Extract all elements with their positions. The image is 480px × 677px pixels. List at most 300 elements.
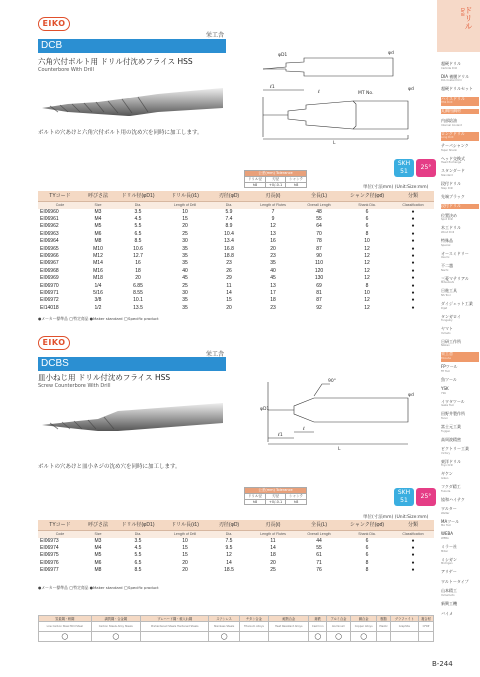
- column-header: 呼びさ法: [82, 520, 114, 530]
- column-header-en: Size: [82, 530, 114, 538]
- table-cell: 18: [270, 552, 276, 559]
- side-index-item[interactable]: [441, 204, 479, 209]
- table-cell: 69: [316, 282, 322, 289]
- side-index-label: 富士元工業: [441, 424, 461, 429]
- table-row: [38, 275, 434, 282]
- table-cell: 6: [365, 223, 369, 230]
- side-index-item[interactable]: [441, 365, 479, 374]
- side-index-label: イワタツール: [441, 398, 465, 404]
- table-cell: EI06971: [40, 289, 59, 296]
- tol-val: h8: [245, 183, 266, 188]
- side-index-label: 段付ドリル: [441, 203, 461, 209]
- table-cell: M16: [93, 267, 103, 274]
- side-index-label: 山本精工: [441, 588, 457, 594]
- side-index-label-en: Internal Coolant: [441, 123, 462, 127]
- table-cell: EI06964: [40, 238, 59, 245]
- side-index-item[interactable]: [441, 425, 479, 434]
- table-cell: 12.7: [133, 253, 143, 260]
- side-index-item[interactable]: [441, 169, 479, 178]
- side-index-label: 田野井製作所: [441, 411, 465, 417]
- tol-col: ドリル径: [245, 177, 266, 183]
- side-index-label-en: Miller: [441, 549, 449, 553]
- side-index-item[interactable]: [441, 438, 479, 443]
- column-header-en: Shank Dia.: [342, 530, 392, 538]
- table-cell: 92: [316, 304, 322, 311]
- side-index-item[interactable]: [441, 472, 479, 481]
- material-mark: ◯: [350, 632, 377, 642]
- side-index-item[interactable]: [441, 144, 479, 153]
- table-cell: 35: [182, 260, 188, 267]
- table-row: [38, 245, 434, 252]
- side-index-label-en: Giken: [441, 476, 449, 480]
- table-cell: 6.5: [134, 559, 142, 566]
- tol-col: シャンク: [286, 177, 307, 183]
- table-cell: 15: [182, 552, 188, 559]
- table-cell: M12: [93, 253, 103, 260]
- side-index-item[interactable]: [441, 612, 479, 617]
- table-cell: 110: [315, 260, 323, 267]
- table-cell: M8: [94, 238, 102, 245]
- table-cell: 13: [270, 282, 276, 289]
- side-index-label-en: Yamato: [441, 331, 451, 335]
- side-index-header: [437, 0, 480, 52]
- column-header: ドリル長(ℓ1): [162, 520, 208, 530]
- side-index-item[interactable]: [441, 412, 479, 421]
- side-index-item[interactable]: [441, 75, 479, 84]
- side-header-jp: ドリル: [464, 6, 473, 30]
- table-cell: EI06962: [40, 223, 59, 230]
- tolerance-table: [244, 487, 307, 505]
- product-title-jp: 皿小ねじ用 ドリル付沈めフライス HSS: [38, 373, 171, 382]
- table-cell: 30: [182, 238, 188, 245]
- table-cell: 70: [316, 230, 322, 237]
- legend-note: ●メーカー標準品 ◯特定商品 ●Maker standard ◯Specific product: [38, 585, 159, 590]
- table-cell: 16.8: [224, 245, 234, 252]
- side-index-item[interactable]: [441, 570, 479, 575]
- table-cell: ●: [411, 267, 415, 274]
- side-index-item[interactable]: [441, 498, 479, 503]
- tolerance-header: 公差(mm) Tolerance: [245, 171, 307, 177]
- table-cell: 76: [316, 567, 322, 574]
- table-cell: EI06967: [40, 260, 59, 267]
- table-cell: 12: [364, 245, 370, 252]
- table-cell: 14: [270, 545, 276, 552]
- table-cell: 35: [270, 260, 276, 267]
- page-number: B-244: [432, 660, 453, 668]
- side-index-label: 高周波精密: [441, 436, 461, 442]
- column-header-en: Size: [82, 201, 114, 209]
- side-index-label: ミラー社: [441, 544, 457, 549]
- table-row: [38, 238, 434, 245]
- table-cell: 55: [316, 216, 322, 223]
- helix-angle-badge: 25°: [416, 488, 436, 506]
- tol-val: h8: [245, 500, 266, 505]
- table-row: [38, 545, 434, 552]
- side-index-label-en: Spot Drill: [441, 218, 453, 222]
- material-mark: [377, 632, 390, 642]
- side-index-label: 丸鋼用鋼材: [441, 108, 461, 114]
- table-cell: ●: [411, 208, 415, 215]
- table-cell: 7.5: [225, 537, 233, 544]
- product-title-jp: 六角穴付ボルト用 ドリル付沈めフライス HSS: [38, 57, 193, 66]
- material-header: 樹脂: [377, 616, 390, 622]
- table-cell: 12: [270, 223, 276, 230]
- side-index-item[interactable]: [441, 589, 479, 598]
- table-cell: 17: [270, 289, 276, 296]
- table-cell: EI06966: [40, 253, 59, 260]
- side-index-item[interactable]: [441, 302, 479, 311]
- table-cell: 78: [316, 238, 322, 245]
- side-index-item[interactable]: [441, 157, 479, 166]
- tol-val: +0/-0.1: [266, 500, 286, 505]
- table-row: [38, 268, 434, 275]
- table-cell: ●: [411, 223, 415, 230]
- column-header: TYコード: [38, 191, 82, 201]
- side-index-label: 不二越: [441, 263, 453, 269]
- table-cell: ●: [411, 216, 415, 223]
- svg-text:ℓ1: ℓ1: [278, 433, 283, 438]
- table-row: [38, 560, 434, 567]
- side-index-label-en: Fukuda: [441, 489, 451, 493]
- side-index-label: 超硬ドリルセット: [441, 86, 473, 92]
- side-index-item[interactable]: [441, 87, 479, 92]
- eiko-logo: EIKO: [38, 17, 70, 31]
- side-index-label: 特殊品: [441, 238, 453, 243]
- side-index-item[interactable]: [441, 264, 479, 273]
- side-index-label-en: Nikken: [441, 344, 450, 348]
- column-header: 分類: [392, 191, 434, 201]
- table-cell: 29: [226, 275, 232, 282]
- table-cell: EI06970: [40, 282, 59, 289]
- table-cell: 3.5: [134, 208, 142, 215]
- table-cell: ●: [411, 545, 415, 552]
- side-index-label: 超硬ドリル: [441, 61, 461, 66]
- table-row: [38, 290, 434, 297]
- tol-col: 刃径: [266, 177, 286, 183]
- series-title-bar: DCBS: [38, 357, 226, 371]
- table-cell: 18.5: [224, 567, 234, 574]
- side-index-label-en: Fujigen: [441, 429, 451, 433]
- side-index-item[interactable]: [441, 602, 479, 607]
- table-cell: 26: [226, 267, 232, 274]
- table-cell: ●: [411, 567, 415, 574]
- table-cell: 11: [226, 282, 232, 289]
- side-index-item[interactable]: [441, 485, 479, 494]
- side-index-label: YSK: [441, 386, 449, 392]
- table-cell: 13.5: [133, 304, 143, 311]
- table-cell: ●: [411, 537, 415, 544]
- material-header: 調質鋼・合金鋼: [91, 616, 140, 622]
- side-index-label: WEBA: [441, 531, 453, 537]
- side-index-label-en: NS Tool: [441, 293, 451, 297]
- tol-col: 刃径: [266, 494, 286, 500]
- material-header-en: Plastic: [377, 622, 390, 632]
- table-cell: 6: [365, 545, 369, 552]
- svg-text:ℓ: ℓ: [303, 427, 305, 432]
- material-mark: [239, 632, 268, 642]
- material-header-en: Copper Alloys: [350, 622, 377, 632]
- side-index-item[interactable]: [441, 545, 479, 554]
- table-cell: 8: [365, 559, 369, 566]
- side-index-label: 日進工具: [441, 288, 457, 294]
- table-cell: 14: [226, 559, 232, 566]
- table-cell: 35: [182, 304, 188, 311]
- table-cell: 35: [182, 297, 188, 304]
- product-description: ボルトの穴あけと六角穴付ボルト用の沈め穴を同時に加工します。: [38, 130, 203, 136]
- side-index-label: ミシガン: [441, 556, 457, 562]
- side-index-item[interactable]: [441, 532, 479, 541]
- table-cell: 44: [316, 537, 322, 544]
- side-index-label-en: Taper Shank: [441, 148, 457, 152]
- table-cell: EI14018: [40, 304, 59, 311]
- column-header-en: Dia.: [208, 201, 250, 209]
- table-cell: 8.9: [225, 223, 233, 230]
- side-index-item[interactable]: [441, 277, 479, 286]
- column-header: 刃長(ℓ): [250, 191, 296, 201]
- side-index-label-en: HSS Drill: [441, 101, 453, 105]
- side-index-item[interactable]: [441, 400, 479, 409]
- table-cell: EI06977: [40, 567, 59, 574]
- side-index-item[interactable]: [441, 447, 479, 456]
- side-index-label-en: DIA Coated Drill: [441, 79, 462, 83]
- table-cell: 5.5: [134, 223, 142, 230]
- svg-text:φd: φd: [408, 87, 414, 92]
- column-header: 刃径(φD): [208, 520, 250, 530]
- column-header-en: Shank Dia.: [342, 201, 392, 209]
- side-index-label-en: Step Drill: [441, 186, 453, 190]
- table-cell: 5.9: [225, 208, 233, 215]
- side-index-label-en: Eikosha: [441, 356, 451, 360]
- material-header-en: Heat Resistant Alloys: [269, 622, 309, 632]
- material-mark: [390, 632, 418, 642]
- material-suitability-table: [38, 615, 434, 642]
- material-header: 炭素鋼・軟鋼: [39, 616, 92, 622]
- table-cell: 120: [314, 267, 324, 274]
- column-header: 全長(L): [296, 520, 342, 530]
- column-header-en: Overall Length: [296, 530, 342, 538]
- side-index-item[interactable]: [441, 119, 479, 128]
- table-cell: 10.6: [133, 245, 143, 252]
- side-index-label: 日研工作所: [441, 338, 461, 344]
- side-index-label: タンガロイ: [441, 313, 461, 319]
- column-header: ドリル径(φD1): [114, 191, 162, 201]
- side-index-item[interactable]: [441, 327, 479, 336]
- side-index-item[interactable]: [441, 289, 479, 298]
- table-cell: 30: [182, 289, 188, 296]
- side-index-item[interactable]: [441, 315, 479, 324]
- side-index-item[interactable]: [441, 214, 479, 223]
- side-index-label-en: Michigan: [441, 562, 453, 566]
- table-cell: 12: [226, 552, 232, 559]
- side-index-label-en: Tanoi: [441, 416, 448, 420]
- material-mark: ◯: [309, 632, 327, 642]
- column-header-en: Dia.: [114, 201, 162, 209]
- table-cell: 8: [365, 230, 369, 237]
- material-header-en: Carbon Steels Alloy Steels: [91, 622, 140, 632]
- material-header-en: Cast Iron: [309, 622, 327, 632]
- table-cell: 10: [182, 537, 188, 544]
- table-cell: 3/8: [94, 297, 102, 304]
- table-cell: M18: [93, 275, 103, 282]
- svg-text:L: L: [333, 141, 336, 145]
- tol-val: h8: [286, 500, 307, 505]
- side-index-label: 協和ハイテク: [441, 496, 465, 502]
- table-cell: 4.5: [134, 216, 142, 223]
- side-index-label-en: Standard: [441, 173, 453, 177]
- side-index-item[interactable]: [441, 132, 479, 141]
- side-index-label: 新興工機: [441, 601, 457, 606]
- column-header-en: Length of Flutes: [250, 530, 296, 538]
- side-index-item[interactable]: [441, 109, 479, 114]
- svg-text:φd: φd: [408, 393, 414, 398]
- side-index-label-en: Walter: [441, 511, 450, 515]
- side-index-label-en: Victory: [441, 451, 451, 455]
- unit-note: 単位(寸法mm) (Unit:Size:mm): [363, 515, 429, 520]
- side-index-item[interactable]: [441, 558, 479, 567]
- table-cell: 12: [364, 267, 370, 274]
- table-cell: M6: [94, 230, 102, 237]
- table-cell: ●: [411, 230, 415, 237]
- table-cell: M3: [94, 208, 102, 215]
- product-title-en: Screw Counterbore With Drill: [38, 383, 111, 389]
- table-row: [38, 552, 434, 559]
- tool-photo-dcbs: [38, 395, 228, 450]
- table-cell: EI06976: [40, 559, 59, 566]
- table-row: [38, 209, 434, 216]
- side-index-label-en: Wood Drill: [441, 230, 455, 234]
- side-index-label: ビクトリー工業: [441, 446, 469, 452]
- column-header: ドリル長(ℓ1): [162, 191, 208, 201]
- side-index-item[interactable]: [441, 226, 479, 235]
- table-cell: 6: [365, 552, 369, 559]
- side-index-item[interactable]: [441, 62, 479, 71]
- table-row: [38, 253, 434, 260]
- side-index-label: ロングドリル: [441, 130, 465, 136]
- table-cell: 20: [135, 275, 141, 282]
- table-cell: 5.5: [134, 552, 142, 559]
- side-index-item[interactable]: [441, 352, 479, 361]
- material-badge: SKH 51: [394, 159, 414, 177]
- table-cell: EI06973: [40, 537, 59, 544]
- side-index-label-en: Osumi: [441, 256, 450, 260]
- table-cell: 18.8: [224, 253, 234, 260]
- table-cell: 35: [182, 245, 188, 252]
- table-cell: 81: [316, 289, 322, 296]
- table-cell: 15: [226, 297, 232, 304]
- side-index-item[interactable]: [441, 239, 479, 248]
- material-header-en: Stainless Steels: [209, 622, 239, 632]
- svg-text:90°: 90°: [328, 379, 336, 384]
- table-cell: M14: [93, 260, 103, 267]
- table-cell: ●: [411, 297, 415, 304]
- table-row: [38, 297, 434, 304]
- side-index-item[interactable]: [441, 387, 479, 396]
- svg-text:φD1: φD1: [278, 53, 288, 58]
- table-cell: 1/2: [94, 304, 102, 311]
- column-header: 刃長(ℓ): [250, 520, 296, 530]
- table-cell: 8: [365, 567, 369, 574]
- table-cell: 45: [270, 275, 276, 282]
- side-index-label: ヘッド交換式: [441, 155, 465, 161]
- table-cell: 13: [270, 230, 276, 237]
- side-index-label: スタンダード: [441, 168, 465, 174]
- table-cell: 23: [270, 253, 276, 260]
- table-cell: 6.5: [134, 230, 142, 237]
- side-index-label: ワルトータイプ: [441, 578, 469, 584]
- table-cell: EI06960: [40, 208, 59, 215]
- table-cell: 23: [270, 304, 276, 311]
- side-index-label-en: Toyo Drill: [441, 464, 453, 468]
- side-index-label: バイメ: [441, 610, 453, 616]
- table-cell: 12: [364, 275, 370, 282]
- tol-col: ドリル径: [245, 494, 266, 500]
- side-index-label: ヤマト: [441, 326, 453, 332]
- table-cell: 9: [271, 216, 275, 223]
- material-header-en: Aluminum: [327, 622, 351, 632]
- column-header-en: Length of Drill: [162, 530, 208, 538]
- svg-text:MT No.: MT No.: [358, 91, 374, 96]
- material-mark: ◯: [91, 632, 140, 642]
- material-header-en: Prehardened Steels Hardened Steels: [140, 622, 209, 632]
- side-index-item[interactable]: [441, 507, 479, 516]
- maker-name: 栄工舎: [206, 32, 225, 39]
- column-header: シャンク径(φd): [342, 520, 392, 530]
- side-index-item[interactable]: [441, 97, 479, 106]
- side-index-label: 位置決め: [441, 212, 457, 218]
- table-row: [38, 216, 434, 223]
- table-cell: EI06974: [40, 545, 59, 552]
- svg-text:L: L: [338, 447, 341, 452]
- side-index-item[interactable]: [441, 378, 479, 383]
- table-cell: 40: [270, 267, 276, 274]
- table-cell: 20: [182, 567, 188, 574]
- side-index-item[interactable]: [441, 520, 479, 529]
- side-index-item[interactable]: [441, 460, 479, 469]
- side-index-label-en: MA Tool: [441, 524, 451, 528]
- side-index-label: 栄工舎: [441, 351, 453, 357]
- side-index-item[interactable]: [441, 195, 479, 200]
- side-index: [437, 0, 480, 677]
- table-row: [38, 567, 434, 574]
- table-cell: 10: [364, 238, 370, 245]
- column-header: 分類: [392, 520, 434, 530]
- unit-note: 単位(寸法mm) (Unit:Size:mm): [363, 185, 429, 190]
- table-cell: EI06972: [40, 297, 59, 304]
- side-index-label-en: Head Exchange: [441, 161, 462, 165]
- side-index-label: ワルター: [441, 506, 457, 512]
- side-index-label: フクダ精工: [441, 484, 461, 489]
- side-index-label-en: Dijet: [441, 306, 448, 310]
- table-cell: EI06968: [40, 267, 59, 274]
- table-cell: 11: [270, 537, 276, 544]
- side-index-label: アリゲー: [441, 569, 457, 575]
- helix-angle-badge: 25°: [416, 159, 436, 177]
- side-index-label: 三菱マテリアル: [441, 275, 469, 281]
- side-index-item[interactable]: [441, 252, 479, 261]
- side-index-item[interactable]: [441, 340, 479, 349]
- table-cell: ●: [411, 282, 415, 289]
- side-index-label-en: Mitsubishi: [441, 281, 455, 285]
- side-index-label-en: Special: [441, 243, 451, 247]
- table-cell: 20: [182, 559, 188, 566]
- side-index-item[interactable]: [441, 580, 479, 585]
- table-cell: 7: [271, 208, 275, 215]
- table-row: [38, 223, 434, 230]
- side-index-label: FPツール: [441, 364, 458, 369]
- column-header-en: Code: [38, 530, 82, 538]
- side-index-item[interactable]: [441, 182, 479, 191]
- dimension-diagram-dcb: [258, 45, 418, 145]
